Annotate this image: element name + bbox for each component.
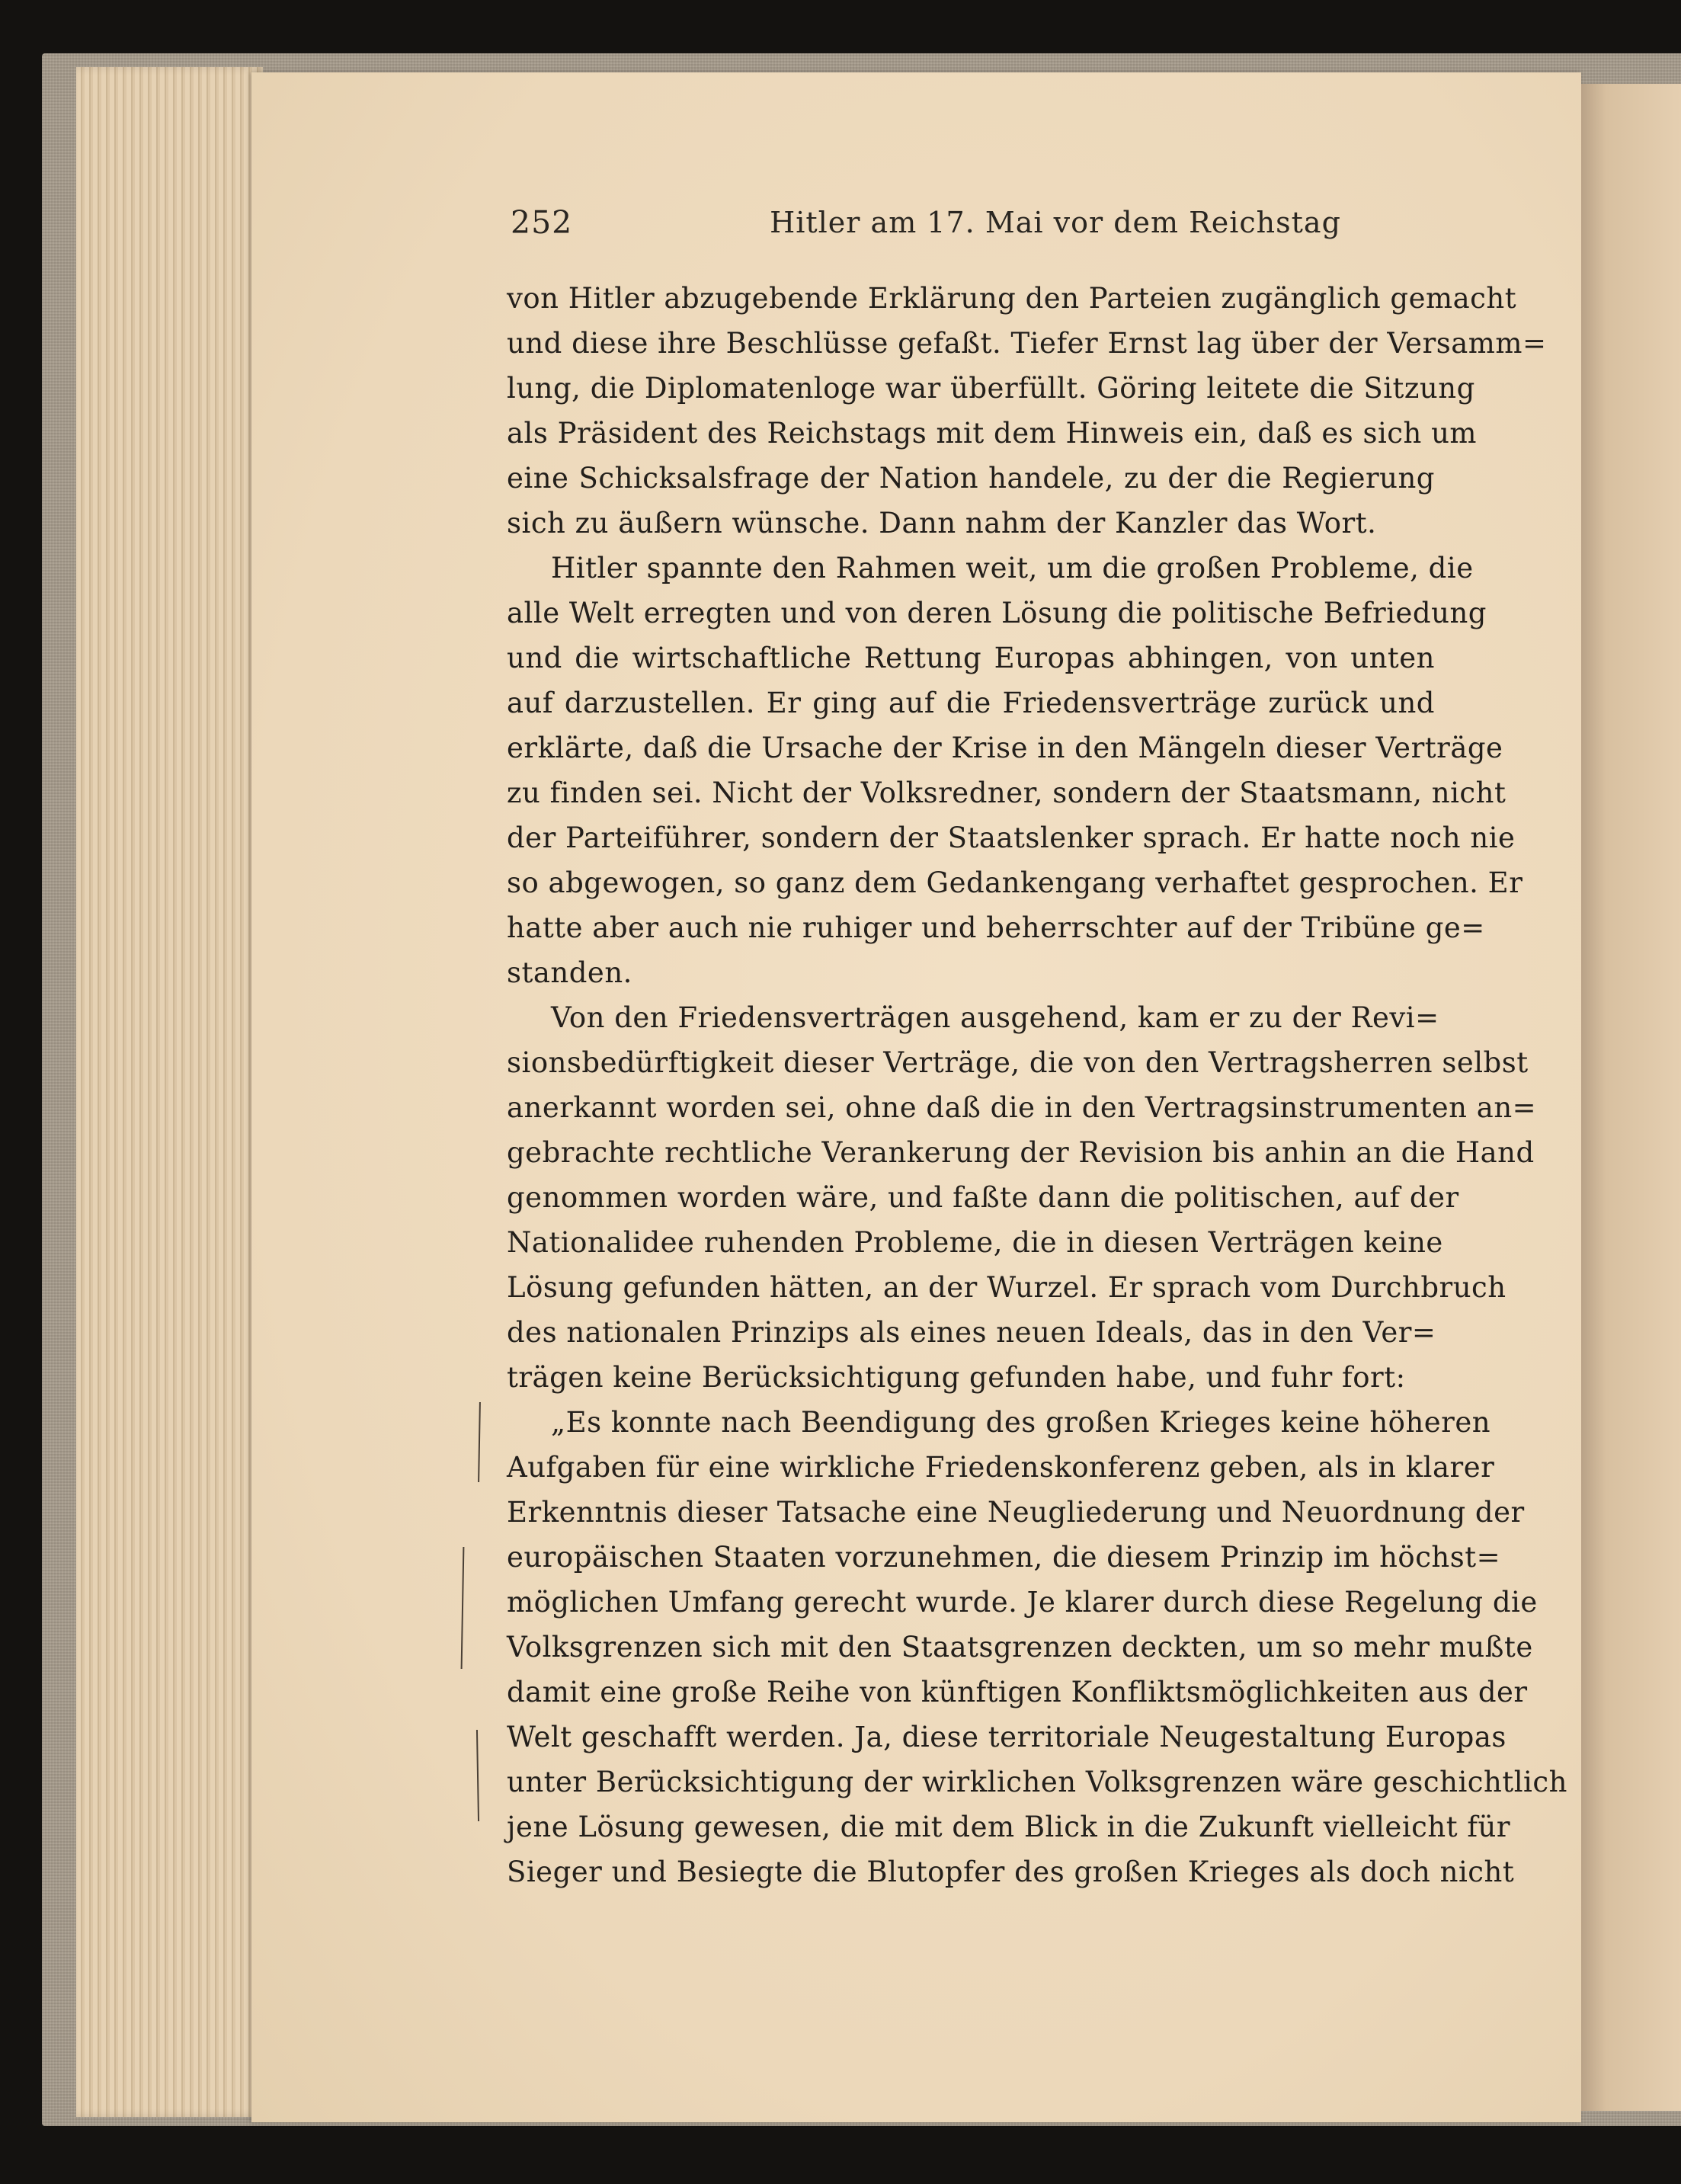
text-line: alle Welt erregten und von deren Lösung die politische Befriedung: [507, 597, 1487, 629]
text-line: standen.: [507, 956, 632, 989]
text-line: Von den Friedensverträgen ausgehend, kam er zu der Revi=: [551, 1001, 1439, 1034]
text-line: damit eine große Reihe von künftigen Konfliktsmöglichkeiten aus der: [507, 1676, 1528, 1708]
page-edges: [76, 67, 263, 2117]
text-line: Nationalidee ruhenden Probleme, die in diesen Verträgen keine: [507, 1226, 1443, 1259]
text-line: Volksgrenzen sich mit den Staatsgrenzen deckten, um so mehr mußte: [507, 1631, 1533, 1664]
text-line: lung, die Diplomatenloge war überfüllt. Göring leitete die Sitzung: [507, 372, 1475, 405]
text-line: gebrachte rechtliche Verankerung der Revision bis anhin an die Hand: [507, 1136, 1535, 1169]
text-line: Lösung gefunden hätten, an der Wurzel. Er sprach vom Durchbruch: [507, 1271, 1506, 1304]
text-line: des nationalen Prinzips als eines neuen Ideals, das in den Ver=: [507, 1316, 1436, 1349]
text-line: Hitler spannte den Rahmen weit, um die großen Probleme, die: [551, 552, 1474, 584]
text-line: zu finden sei. Nicht der Volksredner, sondern der Staatsmann, nicht: [507, 777, 1506, 809]
text-line: „Es konnte nach Beendigung des großen Krieges keine höheren: [551, 1406, 1491, 1439]
text-line: als Präsident des Reichstags mit dem Hinweis ein, daß es sich um: [507, 417, 1478, 450]
text-line: von Hitler abzugebende Erklärung den Parteien zugänglich gemacht: [507, 282, 1517, 315]
text-line: Erkenntnis dieser Tatsache eine Neugliederung und Neuordnung der: [507, 1496, 1525, 1529]
body-text: [507, 276, 1567, 1894]
text-line: anerkannt worden sei, ohne daß die in den Vertragsinstrumenten an=: [507, 1091, 1537, 1124]
text-line: und die wirtschaftliche Rettung Europas abhingen, von unten: [507, 642, 1435, 674]
text-line: unter Berücksichtigung der wirklichen Volksgrenzen wäre geschichtlich: [507, 1766, 1567, 1798]
text-line: Aufgaben für eine wirkliche Friedenskonferenz geben, als in klarer: [507, 1451, 1495, 1484]
text-line: erklärte, daß die Ursache der Krise in den Mängeln dieser Verträge: [507, 732, 1503, 764]
page-header: [511, 204, 1429, 250]
text-line: sionsbedürftigkeit dieser Verträge, die von den Vertragsherren selbst: [507, 1046, 1529, 1079]
text-line: der Parteiführer, sondern der Staatslenker sprach. Er hatte noch nie: [507, 821, 1516, 854]
text-line: Sieger und Besiegte die Blutopfer des großen Krieges als doch nicht: [507, 1856, 1515, 1888]
text-line: Welt geschafft werden. Ja, diese territoriale Neugestaltung Europas: [507, 1721, 1506, 1753]
page-number: 252: [511, 204, 573, 241]
text-line: möglichen Umfang gerecht wurde. Je klarer durch diese Regelung die: [507, 1586, 1538, 1619]
text-line: jene Lösung gewesen, die mit dem Blick in die Zukunft vielleicht für: [507, 1811, 1511, 1843]
text-line: hatte aber auch nie ruhiger und beherrschter auf der Tribüne ge=: [507, 911, 1485, 944]
running-title: Hitler am 17. Mai vor dem Reichstag: [770, 206, 1341, 239]
text-line: auf darzustellen. Er ging auf die Friedensverträge zurück und: [507, 687, 1435, 719]
text-line: so abgewogen, so ganz dem Gedankengang verhaftet gesprochen. Er: [507, 866, 1523, 899]
facing-page-edge: [1581, 84, 1681, 2111]
text-line: sich zu äußern wünsche. Dann nahm der Kanzler das Wort.: [507, 507, 1377, 540]
text-line: genommen worden wäre, und faßte dann die politischen, auf der: [507, 1181, 1459, 1214]
text-line: europäischen Staaten vorzunehmen, die diesem Prinzip im höchst=: [507, 1541, 1501, 1574]
text-line: und diese ihre Beschlüsse gefaßt. Tiefer Ernst lag über der Versamm=: [507, 327, 1547, 360]
text-line: eine Schicksalsfrage der Nation handele, zu der die Regierung: [507, 462, 1435, 495]
text-line: trägen keine Berücksichtigung gefunden habe, und fuhr fort:: [507, 1361, 1406, 1394]
